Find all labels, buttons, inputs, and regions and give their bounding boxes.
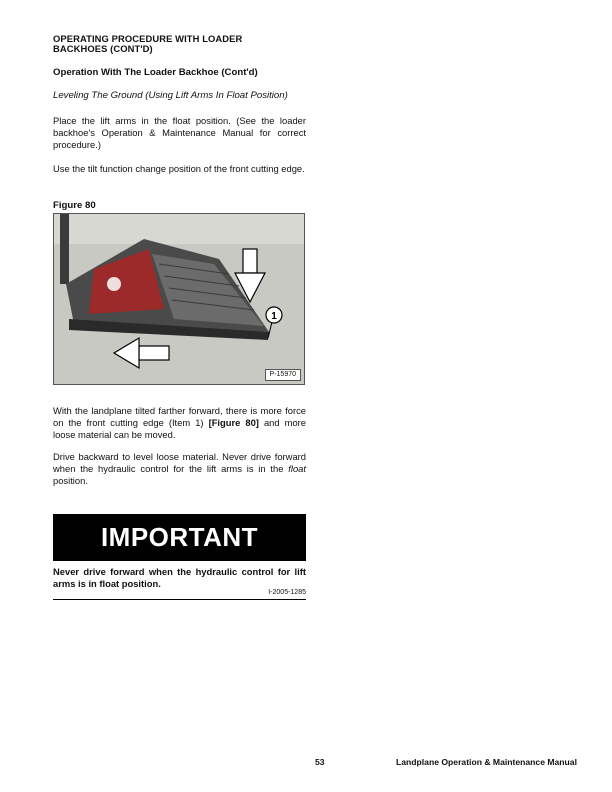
section-subheading: Leveling The Ground (Using Lift Arms In Float Position) — [53, 90, 288, 101]
page-title — [53, 34, 306, 54]
callout-number: 1 — [271, 311, 277, 322]
p4-text-b: position. — [53, 475, 88, 486]
important-text: Never drive forward when the hydraulic control for lift arms is in float position. — [53, 566, 306, 589]
section-heading: Operation With The Loader Backhoe (Cont'd) — [53, 67, 258, 78]
figure-reference: [Figure 80] — [208, 417, 259, 428]
paragraph-drive-backward — [53, 451, 306, 487]
paragraph-tilt-forward — [53, 405, 306, 441]
figure-code: P-15970 — [265, 369, 301, 381]
figure-80-photo — [53, 213, 305, 385]
paragraph-tilt-function: Use the tilt function change position of the front cutting edge. — [53, 163, 305, 174]
important-banner: IMPORTANT — [53, 514, 306, 561]
page-title-line-1: OPERATING PROCEDURE WITH LOADER — [53, 33, 243, 44]
manual-title: Landplane Operation & Maintenance Manual — [396, 757, 577, 767]
ground-far — [54, 214, 304, 244]
p4-text-a: Drive backward to level loose material. Never drive forward when the hydraulic control for the lift arms is in the — [53, 451, 306, 474]
figure-label: Figure 80 — [53, 200, 96, 211]
p3-text-a: With the landplane tilted farther forward, there is more force on the front cutting edge (Item 1) — [53, 405, 306, 428]
page-title-line-2: BACKHOES (CONT'D) — [53, 43, 153, 54]
p3-text-b: and more loose material can be moved. — [53, 417, 306, 440]
machine-post — [60, 214, 69, 284]
important-code: I-2005-1285 — [268, 589, 306, 596]
divider — [53, 599, 306, 600]
logo-mark — [107, 277, 121, 291]
p4-italic-float: float — [288, 463, 306, 474]
landplane-photo-illustration — [54, 214, 304, 384]
paragraph-float-position: Place the lift arms in the float position. (See the loader backhoe's Operation & Maintenance Manual for correct procedure.) — [53, 115, 306, 150]
page-number: 53 — [315, 757, 325, 767]
